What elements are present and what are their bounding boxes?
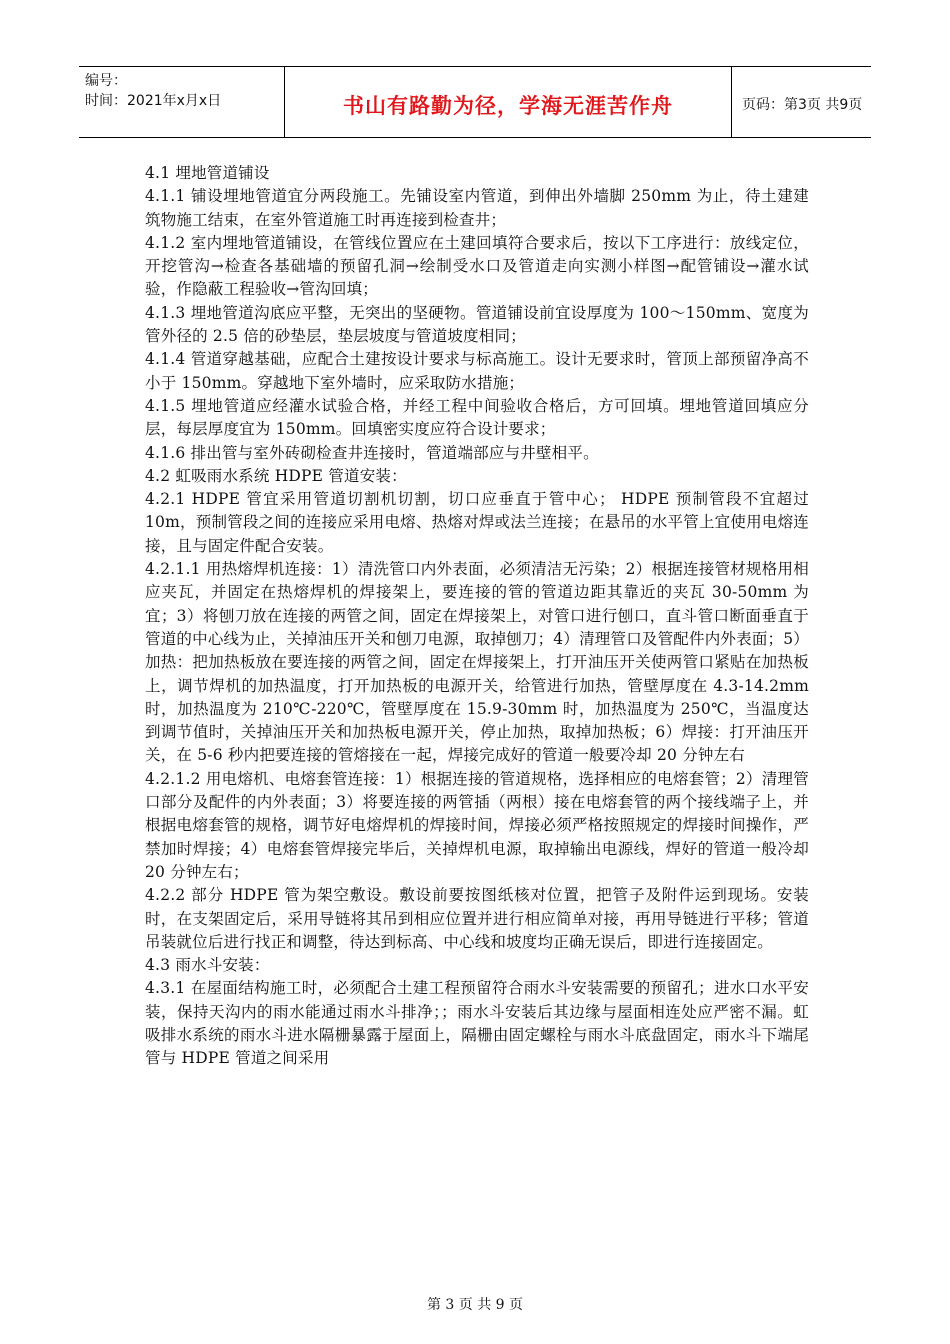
header-meta [79,67,285,137]
paragraph-4-1-5: 4.1.5 埋地管道应经灌水试验合格，并经工程中间验收合格后，方可回填。埋地管道回填应分层，每层厚度宜为 150mm。回填密实度应符合设计要求； [145,396,809,439]
paragraph-4-2-1-2: 4.2.1.2 用电熔机、电熔套管连接：1）根据连接的管道规格，选择相应的电熔套管；2）清理管口部分及配件的内外表面；3）将要连接的两管插（两根）接在电熔套管的两个接线端子上，并根据电熔套管的规格，调节好电熔焊机的焊接时间，焊接必须严格按照规定的焊接时间操作，严禁加时焊接；4）电熔套管焊接完毕后，关掉焊机电源，取掉输出电源线，焊好的管道一般冷却 20 分钟左右； [145,769,809,881]
header-motto-cell [285,67,732,137]
paragraph-4-2-2: 4.2.2 部分 HDPE 管为架空敷设。敷设前要按图纸核对位置，把管子及附件运到现场。安装时，在支架固定后，采用导链将其吊到相应位置并进行相应简单对接，再用导链进行平移；管道吊装就位后进行找正和调整，待达到标高、中心线和坡度均正确无误后，即进行连接固定。 [145,886,809,951]
section-heading-4-2: 4.2 虹吸雨水系统 HDPE 管道安装： [145,466,407,485]
paragraph-4-1-4: 4.1.4 管道穿越基础，应配合土建按设计要求与标高施工。设计无要求时，管顶上部预留净高不小于 150mm。穿越地下室外墙时，应采取防水措施； [145,350,809,392]
section-heading-4-3: 4.3 雨水斗安装： [145,956,270,975]
paragraph-4-1-3: 4.1.3 埋地管道沟底应平整，无突出的坚硬物。管道铺设前宜设厚度为 100～150mm、宽度为管外径的 2.5 倍的砂垫层，垫层坡度与管道坡度相同； [145,303,809,346]
document-body [145,162,809,1071]
document-date: 时间：2021年x月x日 [85,93,222,109]
document-number-label: 编号： [85,73,127,89]
header-page-code: 页码：第3页 共9页 [742,97,863,113]
paragraph-4-3-1: 4.3.1 在屋面结构施工时，必须配合土建工程预留符合雨水斗安装需要的预留孔；进水口水平安装，保持天沟内的雨水能通过雨水斗排净；；雨水斗安装后其边缘与屋面相连处应严密不漏。虹吸排水系统的雨水斗进水隔栅暴露于屋面上，隔栅由固定螺栓与雨水斗底盘固定，雨水斗下端尾管与 HDPE 管道之间采用 [145,979,809,1068]
paragraph-4-1-2: 4.1.2 室内埋地管道铺设，在管线位置应在土建回填符合要求后，按以下工序进行：放线定位，开挖管沟→检查各基础墙的预留孔洞→绘制受水口及管道走向实测小样图→配管铺设→灌水试验，作隐蔽工程验收→管沟回填； [145,233,809,299]
page-header [79,66,871,138]
paragraph-4-2-1-1: 4.2.1.1 用热熔焊机连接：1）清洗管口内外表面，必须清洁无污染；2）根据连接管材规格用相应夹瓦，并固定在热熔焊机的焊接架上，要连接的管的管道边距其靠近的夹瓦 30-50mm 为宜；3）将刨刀放在连接的两管之间，固定在焊接架上，对管口进行刨口，直斗管口断面垂直于管道的中心线为止，关掉油压开关和刨刀电源，取掉刨刀；4）清理管口及管配件内外表面；5）加热：把加热板放在要连接的两管之间，固定在焊接架上，打开油压开关使两管口紧贴在加热板上，调节焊机的加热温度，打开加热板的电源开关，给管进行加热，管壁厚度在 4.3-14.2mm 时，加热温度为 210℃-220℃，管壁厚度在 15.9-30mm 时，加热温度为 250℃，当温度达到调节值时，关掉油压开关和加热板电源开关，停止加热，取掉加热板；6）焊接：打开油压开关，在 5-6 秒内把要连接的管熔接在一起，焊接完成好的管道一般要冷却 20 分钟左右 [145,560,809,765]
paragraph-4-1-6: 4.1.6 排出管与室外砖砌检查井连接时，管道端部应与井壁相平。 [145,443,599,462]
paragraph-4-1-1: 4.1.1 铺设埋地管道宜分两段施工。先铺设室内管道，到伸出外墙脚 250mm 为止，待土建建筑物施工结束，在室外管道施工时再连接到检查井； [145,187,809,229]
paragraph-4-2-1: 4.2.1 HDPE 管宜采用管道切割机切割，切口应垂直于管中心； HDPE 预制管段不宜超过 10m，预制管段之间的连接应采用电熔、热熔对焊或法兰连接；在悬吊的水平管上宜使用电熔连接，且与固定件配合安装。 [145,490,809,555]
page-footer: 第 3 页 共 9 页 [426,1297,524,1313]
section-heading-4-1: 4.1 埋地管道铺设 [145,164,270,182]
header-motto: 书山有路勤为径，学海无涯苦作舟 [343,94,673,118]
